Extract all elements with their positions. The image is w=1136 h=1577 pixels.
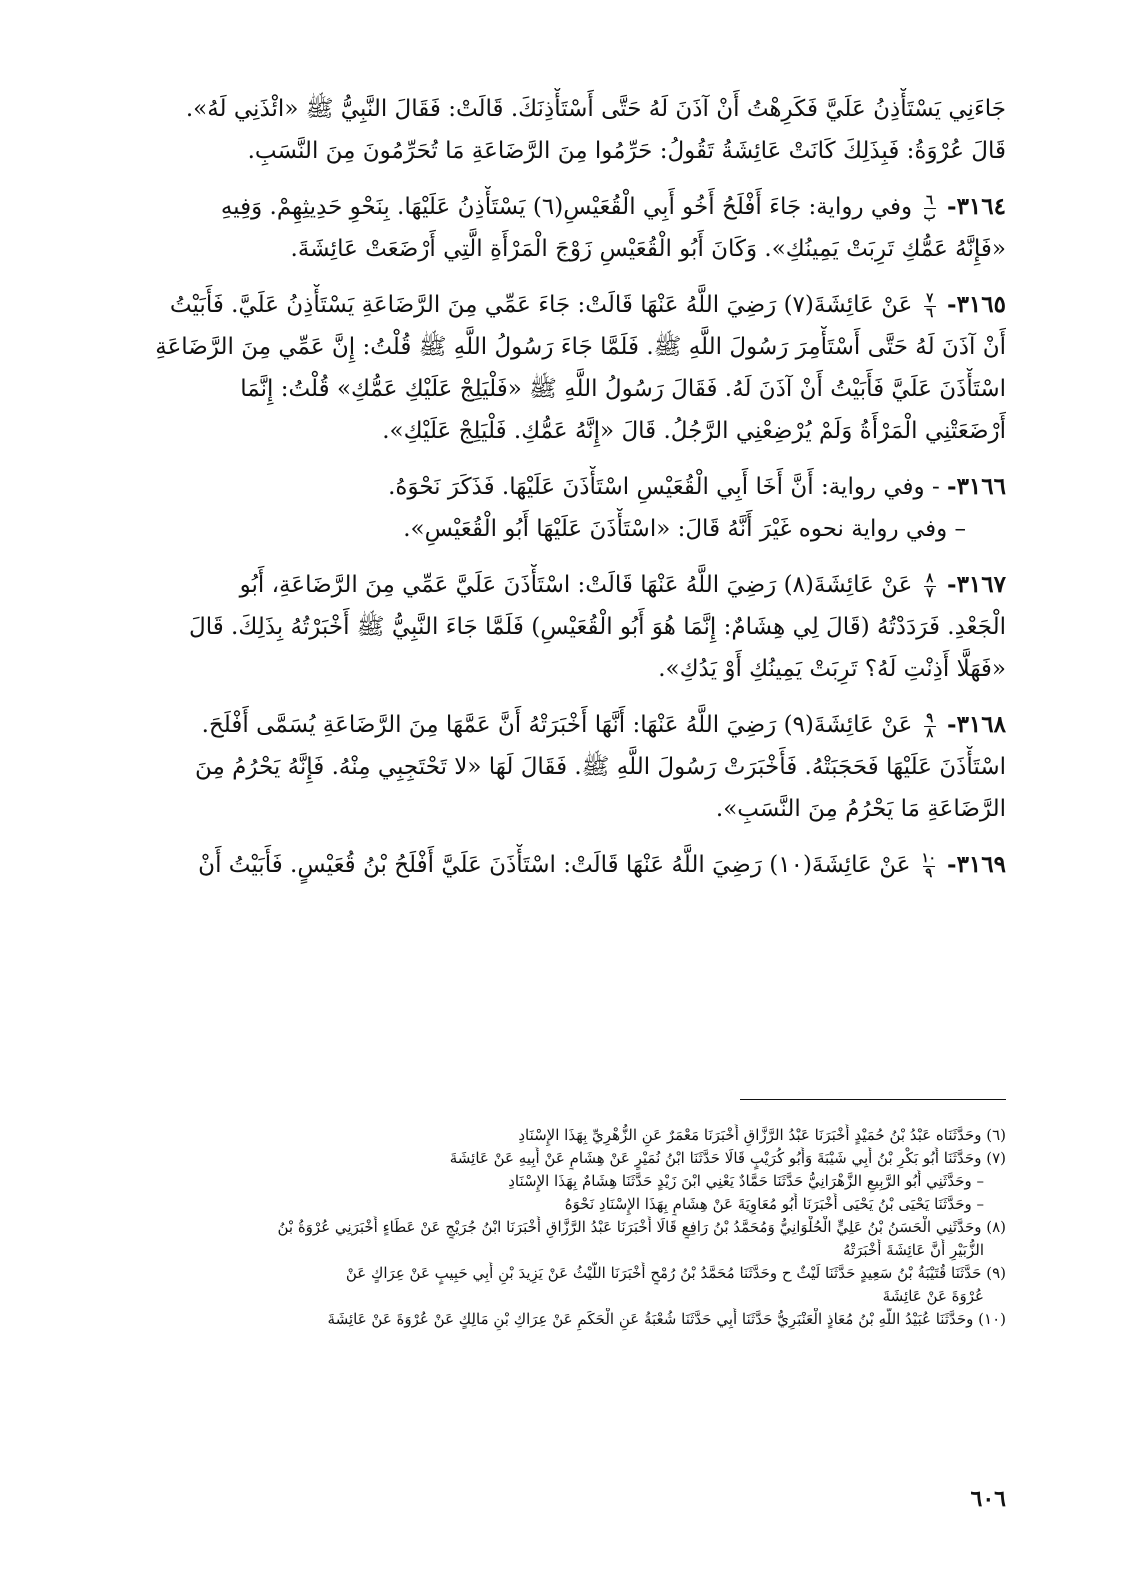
footnotes [232, 1124, 1006, 1331]
hadith-3165 [128, 284, 1006, 452]
hadith-3164 [128, 186, 1006, 270]
text-line: ٣١٦٤- $\frac{٦}{\text{ب}}$ وفي رواية: جَاءَ أَفْلَحُ أَخُو أَبِي الْقُعَيْسِ(٦) يَسْتَأْذِنُ عَلَيْهَا. بِنَحْوِ حَدِيثِهِمْ. وَفِيهِ [220, 192, 1006, 223]
main-text [128, 88, 1006, 900]
text-line: ٣١٦٨- $\frac{٩}{٨}$ عَنْ عَائِشَةَ(٩) رَضِيَ اللَّهُ عَنْهَا: أَنَّهَا أَخْبَرَتْهُ أَنَّ عَمَّهَا مِنَ الرَّضَاعَةِ يُسَمَّى أَفْلَحَ. [201, 710, 1006, 741]
footnote-divider [740, 1099, 1006, 1100]
footnote-6: (٦) وحَدَّثَنَاه عَبْدُ بْنُ حُمَيْدٍ أَخْبَرَنَا عَبْدُ الرَّزَّاقِ أَخْبَرَنَا مَعْمَرٌ عَنِ الزُّهْرِيِّ بِهَذَا الإِسْنَادِ [518, 1126, 1006, 1144]
hadith-3169 [128, 844, 1006, 886]
footnote-10: (١٠) وحَدَّثَنَا عُبَيْدُ اللَّهِ بْنُ مُعَاذٍ الْعَنْبَرِيُّ حَدَّثَنَا أَبِي حَدَّثَنَا شُعْبَةُ عَنِ الْحَكَمِ عَنْ عِرَاكِ بْنِ مَالِكٍ عَنْ عُرْوَةَ عَنْ عَائِشَةَ [327, 1310, 1006, 1328]
hadith-3168 [128, 704, 1006, 830]
footnote-7-variant: – وحَدَّثَنِي أَبُو الرَّبِيعِ الزَّهْرَانِيُّ حَدَّثَنَا حَمَّادٌ يَعْنِي ابْنَ زَيْدٍ حَدَّثَنَا هِشَامٌ بِهَذَا الإِسْنَادِ [508, 1172, 984, 1190]
cross-reference-fraction: $\frac{١٠}{٩}$ [921, 850, 936, 881]
footnote-9-continuation: عُرْوَةَ عَنْ عَائِشَةَ [882, 1287, 984, 1305]
cross-reference-fraction: $\frac{٧}{٦}$ [924, 293, 936, 320]
text-line: جَاءَنِي يَسْتَأْذِنُ عَلَيَّ فَكَرِهْتُ أَنْ آذَنَ لَهُ حَتَّى أَسْتَأْذِنَكَ. قَالَتْ: فَقَالَ النَّبِيُّ ﷺ «ائْذَنِي لَهُ». [185, 96, 1006, 122]
cross-reference-fraction: $\frac{٩}{٨}$ [924, 713, 936, 740]
text-line: – وفي رواية نحوه غَيْرَ أَنَّهُ قَالَ: «اسْتَأْذَنَ عَلَيْهَا أَبُو الْقُعَيْسِ». [403, 516, 966, 542]
hadith-number: ٣١٦٩- [947, 851, 1006, 878]
text-line: الرَّضَاعَةِ مَا يَحْرُمُ مِنَ النَّسَبِ». [715, 796, 1006, 822]
cross-reference-fraction: $\frac{٨}{٧}$ [924, 573, 936, 600]
text-line: اسْتَأْذَنَ عَلَيْهَا فَحَجَبَتْهُ. فَأَخْبَرَتْ رَسُولَ اللَّهِ ﷺ. فَقَالَ لَهَا «لا تَحْتَجِبِي مِنْهُ. فَإِنَّهُ يَحْرُمُ مِنَ [194, 754, 1006, 780]
hadith-number: ٣١٦٧- [947, 571, 1006, 598]
footnote-8: (٨) وحَدَّثَنِي الْحَسَنُ بْنُ عَلِيٍّ الْحُلْوَانِيُّ وَمُحَمَّدُ بْنُ رَافِعٍ قَالَا أَخْبَرَنَا عَبْدُ الرَّزَّاقِ أَخْبَرَنَا ابْنُ جُرَيْجٍ عَنْ عَطَاءٍ أَخْبَرَنِي عُرْوَةُ بْنُ [277, 1218, 1006, 1236]
text-line: ٣١٦٦- - وفي رواية: أَنَّ أَخَا أَبِي الْقُعَيْسِ اسْتَأْذَنَ عَلَيْهَا. فَذَكَرَ نَحْوَهُ. [388, 473, 1006, 500]
hadith-number: ٣١٦٦- [947, 473, 1006, 500]
text-line: الْجَعْدِ. فَرَدَدْتُهُ (قَالَ لِي هِشَامٌ: إِنَّمَا هُوَ أَبُو الْقُعَيْسِ) فَلَمَّا جَاءَ النَّبِيُّ ﷺ أَخْبَرْتُهُ بِذَلِكَ. قَالَ [189, 614, 1006, 640]
footnote-7-variant: – وحَدَّثَنَا يَحْيَى بْنُ يَحْيَى أَخْبَرَنَا أَبُو مُعَاوِيَةَ عَنْ هِشَامٍ بِهَذَا الإِسْنَادِ نَحْوَهُ [564, 1195, 984, 1213]
cross-reference-fraction: $\frac{٦}{\text{ب}}$ [923, 192, 936, 223]
text-line: أَنْ آذَنَ لَهُ حَتَّى أَسْتَأْمِرَ رَسُولَ اللَّهِ ﷺ. فَلَمَّا جَاءَ رَسُولُ اللَّهِ ﷺ قُلْتُ: إِنَّ عَمِّي مِنَ الرَّضَاعَةِ [155, 334, 1006, 360]
text-line: أَرْضَعَتْنِي الْمَرْأَةُ وَلَمْ يُرْضِعْنِي الرَّجُلُ. قَالَ «إِنَّهُ عَمُّكِ. فَلْيَلِجْ عَلَيْكِ». [382, 418, 1006, 444]
text-line: «فَإِنَّهُ عَمُّكِ تَرِبَتْ يَمِينُكِ». وَكَانَ أَبُو الْقُعَيْسِ زَوْجَ الْمَرْأَةِ الَّتِي أَرْضَعَتْ عَائِشَةَ. [290, 236, 1006, 262]
page-number: ٦٠٦ [970, 1486, 1006, 1512]
hadith-number: ٣١٦٨- [947, 711, 1006, 738]
text-line: اسْتَأْذَنَ عَلَيَّ فَأَبَيْتُ أَنْ آذَنَ لَهُ. فَقَالَ رَسُولُ اللَّهِ ﷺ «فَلْيَلِجْ عَلَيْكِ عَمُّكِ» قُلْتُ: إِنَّمَا [240, 376, 1006, 402]
footnote-8-continuation: الزُّبَيْرِ أَنَّ عَائِشَةَ أَخْبَرَتْهُ [842, 1241, 984, 1259]
hadith-number: ٣١٦٤- [947, 193, 1006, 220]
text-line: ٣١٦٥- $\frac{٧}{٦}$ عَنْ عَائِشَةَ(٧) رَضِيَ اللَّهُ عَنْهَا قَالَتْ: جَاءَ عَمِّي مِنَ الرَّضَاعَةِ يَسْتَأْذِنُ عَلَيَّ. فَأَبَيْتُ [169, 290, 1006, 321]
text-line: ٣١٦٧- $\frac{٨}{٧}$ عَنْ عَائِشَةَ(٨) رَضِيَ اللَّهُ عَنْهَا قَالَتْ: اسْتَأْذَنَ عَلَيَّ عَمِّي مِنَ الرَّضَاعَةِ، أَبُو [239, 570, 1006, 601]
hadith-number: ٣١٦٥- [947, 291, 1006, 318]
footnote-7: (٧) وحَدَّثَنَا أَبُو بَكْرِ بْنُ أَبِي شَيْبَةَ وَأَبُو كُرَيْبٍ قَالَا حَدَّثَنَا ابْنُ نُمَيْرٍ عَنْ هِشَامٍ عَنْ أَبِيهِ عَنْ عَائِشَةَ [449, 1149, 1006, 1167]
hadith-3167 [128, 564, 1006, 690]
footnote-9: (٩) حَدَّثَنَا قُتَيْبَةُ بْنُ سَعِيدٍ حَدَّثَنَا لَيْثٌ ح وحَدَّثَنَا مُحَمَّدُ بْنُ رُمْحٍ أَخْبَرَنَا اللَّيْثُ عَنْ يَزِيدَ بْنِ أَبِي حَبِيبٍ عَنْ عِرَاكٍ عَنْ [345, 1264, 1006, 1282]
text-line: ٣١٦٩- $\frac{١٠}{٩}$ عَنْ عَائِشَةَ(١٠) رَضِيَ اللَّهُ عَنْهَا قَالَتْ: اسْتَأْذَنَ عَلَيَّ أَفْلَحُ بْنُ قُعَيْسٍ. فَأَبَيْتُ أَنْ [198, 850, 1006, 881]
paragraph-continuation [128, 88, 1006, 172]
text-line: «فَهَلَّا أَذِنْتِ لَهُ؟ تَرِبَتْ يَمِينُكِ أَوْ يَدُكِ». [658, 656, 1006, 682]
dash: - [931, 474, 940, 500]
text-line: قَالَ عُرْوَةُ: فَبِذَلِكَ كَانَتْ عَائِشَةُ تَقُولُ: حَرِّمُوا مِنَ الرَّضَاعَةِ مَا تُحَرِّمُونَ مِنَ النَّسَبِ. [247, 138, 1006, 164]
hadith-3166 [128, 466, 1006, 550]
